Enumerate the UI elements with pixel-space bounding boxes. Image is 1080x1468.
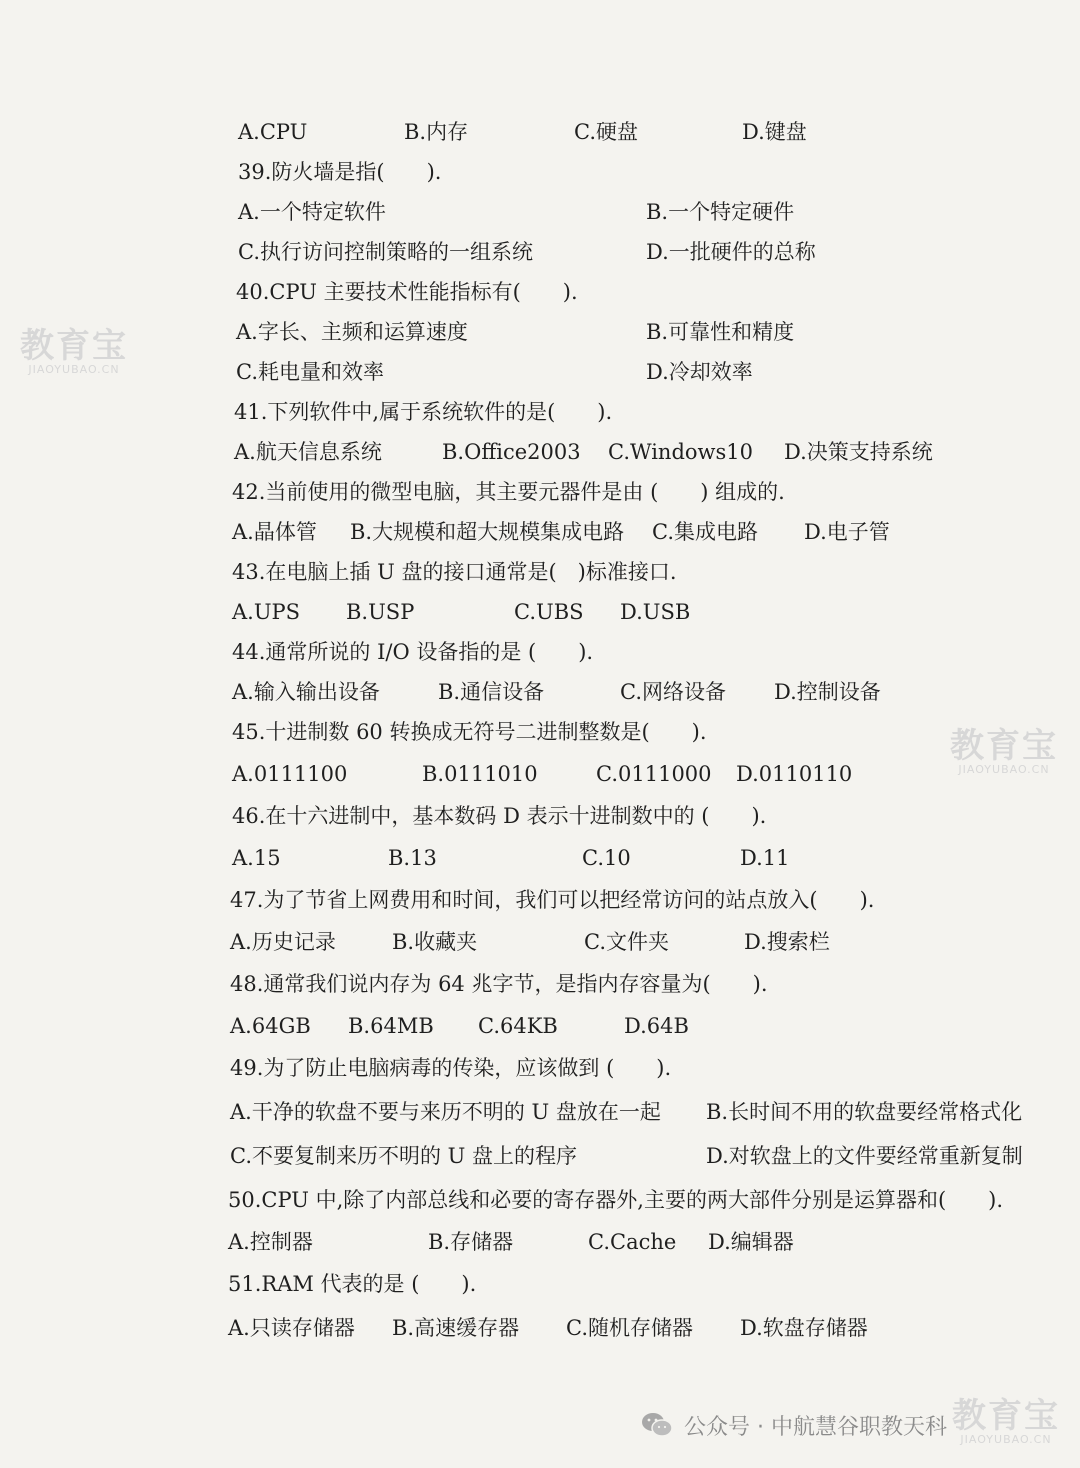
watermark-right (944, 728, 1064, 776)
watermark-logo-text: 教育宝 (20, 326, 128, 366)
options-row (0, 352, 1080, 392)
watermark-url: JIAOYUBAO.CN (28, 363, 120, 376)
answer-option: D.11 (740, 846, 790, 870)
answer-option: C.集成电路 (652, 520, 758, 544)
question-text: 49.为了防止电脑病毒的传染，应该做到 ( ). (230, 1056, 672, 1080)
answer-option: B.0111010 (422, 762, 538, 786)
question-text: 39.防火墙是指( ). (238, 160, 442, 184)
answer-option: A.控制器 (228, 1230, 313, 1254)
options-row (0, 922, 1080, 962)
options-row (0, 754, 1080, 794)
watermark-bottom (946, 1398, 1066, 1446)
question-row (0, 796, 1080, 836)
options-row (0, 112, 1080, 152)
answer-option: D.对软盘上的文件要经常重新复制 (706, 1144, 1023, 1168)
watermark-url: JIAOYUBAO.CN (960, 1433, 1052, 1446)
answer-option: A.一个特定软件 (238, 200, 386, 224)
answer-option: B.USP (346, 600, 415, 624)
question-row (0, 392, 1080, 432)
answer-option: D.电子管 (804, 520, 890, 544)
options-row (0, 1136, 1080, 1176)
answer-option: B.一个特定硬件 (646, 200, 795, 224)
options-row (0, 192, 1080, 232)
options-row (0, 838, 1080, 878)
answer-option: A.晶体管 (232, 520, 317, 544)
answer-option: B.Office2003 (442, 440, 581, 464)
answer-option: C.Cache (588, 1230, 677, 1254)
wechat-footer (640, 1405, 947, 1445)
question-text: 40.CPU 主要技术性能指标有( ). (236, 280, 578, 304)
options-row (0, 592, 1080, 632)
question-text: 47.为了节省上网费用和时间，我们可以把经常访问的站点放入( ). (230, 888, 875, 912)
answer-option: A.0111100 (232, 762, 348, 786)
question-row (0, 964, 1080, 1004)
answer-option: A.CPU (238, 120, 308, 144)
options-row (0, 1006, 1080, 1046)
options-row (0, 312, 1080, 352)
answer-option: B.13 (388, 846, 437, 870)
answer-option: D.键盘 (742, 120, 807, 144)
question-text: 46.在十六进制中，基本数码 D 表示十进制数中的 ( ). (232, 804, 767, 828)
question-text: 51.RAM 代表的是 ( ). (228, 1272, 477, 1296)
options-row (0, 512, 1080, 552)
answer-option: B.可靠性和精度 (646, 320, 795, 344)
question-row (0, 552, 1080, 592)
answer-option: A.历史记录 (230, 930, 336, 954)
question-text: 43.在电脑上插 U 盘的接口通常是( )标准接口. (232, 560, 677, 584)
answer-option: B.64MB (348, 1014, 434, 1038)
question-text: 44.通常所说的 I/O 设备指的是 ( ). (232, 640, 594, 664)
answer-option: D.决策支持系统 (784, 440, 933, 464)
answer-option: A.只读存储器 (228, 1316, 355, 1340)
footer-text: 公众号 · 中航慧谷职教天科 (684, 1414, 947, 1440)
question-row (0, 1048, 1080, 1088)
answer-option: A.干净的软盘不要与来历不明的 U 盘放在一起 (230, 1100, 661, 1124)
question-text: 42.当前使用的微型电脑，其主要元器件是由 ( ) 组成的. (232, 480, 785, 504)
watermark-left (14, 328, 134, 376)
options-row (0, 432, 1080, 472)
answer-option: A.UPS (232, 600, 301, 624)
answer-option: C.不要复制来历不明的 U 盘上的程序 (230, 1144, 578, 1168)
answer-option: D.冷却效率 (646, 360, 753, 384)
answer-option: B.大规模和超大规模集成电路 (350, 520, 625, 544)
answer-option: C.硬盘 (574, 120, 638, 144)
answer-option: C.执行访问控制策略的一组系统 (238, 240, 533, 264)
options-row (0, 672, 1080, 712)
answer-option: C.UBS (514, 600, 584, 624)
answer-option: C.耗电量和效率 (236, 360, 384, 384)
answer-option: C.文件夹 (584, 930, 669, 954)
question-row (0, 1180, 1080, 1220)
answer-option: D.64B (624, 1014, 689, 1038)
question-row (0, 1264, 1080, 1304)
question-row (0, 272, 1080, 312)
answer-option: B.高速缓存器 (392, 1316, 520, 1340)
question-text: 45.十进制数 60 转换成无符号二进制整数是( ). (232, 720, 707, 744)
question-row (0, 472, 1080, 512)
answer-option: B.长时间不用的软盘要经常格式化 (706, 1100, 1023, 1124)
options-row (0, 1222, 1080, 1262)
answer-option: C.64KB (478, 1014, 558, 1038)
question-text: 50.CPU 中,除了内部总线和必要的寄存器外,主要的两大部件分别是运算器和( ). (228, 1188, 1004, 1212)
options-row (0, 1092, 1080, 1132)
answer-option: C.10 (582, 846, 631, 870)
options-row (0, 1308, 1080, 1348)
answer-option: A.64GB (230, 1014, 311, 1038)
answer-option: A.航天信息系统 (234, 440, 382, 464)
watermark-logo-text: 教育宝 (952, 1396, 1060, 1436)
answer-option: D.控制设备 (774, 680, 881, 704)
answer-option: C.网络设备 (620, 680, 726, 704)
question-text: 41.下列软件中,属于系统软件的是( ). (234, 400, 613, 424)
answer-option: D.搜索栏 (744, 930, 830, 954)
wechat-icon (640, 1411, 674, 1439)
answer-option: A.15 (232, 846, 281, 870)
answer-option: B.内存 (404, 120, 469, 144)
answer-option: D.0110110 (736, 762, 853, 786)
question-row (0, 632, 1080, 672)
answer-option: D.一批硬件的总称 (646, 240, 816, 264)
answer-option: C.0111000 (596, 762, 712, 786)
answer-option: B.存储器 (428, 1230, 514, 1254)
question-text: 48.通常我们说内存为 64 兆字节，是指内存容量为( ). (230, 972, 768, 996)
options-row (0, 232, 1080, 272)
answer-option: A.输入输出设备 (232, 680, 380, 704)
question-row (0, 152, 1080, 192)
answer-option: B.通信设备 (438, 680, 545, 704)
answer-option: B.收藏夹 (392, 930, 478, 954)
answer-option: D.编辑器 (708, 1230, 794, 1254)
answer-option: C.Windows10 (608, 440, 754, 464)
question-row (0, 712, 1080, 752)
answer-option: C.随机存储器 (566, 1316, 693, 1340)
answer-option: A.字长、主频和运算速度 (236, 320, 468, 344)
question-row (0, 880, 1080, 920)
watermark-logo-text: 教育宝 (950, 726, 1058, 766)
watermark-url: JIAOYUBAO.CN (958, 763, 1050, 776)
answer-option: D.USB (620, 600, 691, 624)
answer-option: D.软盘存储器 (740, 1316, 868, 1340)
